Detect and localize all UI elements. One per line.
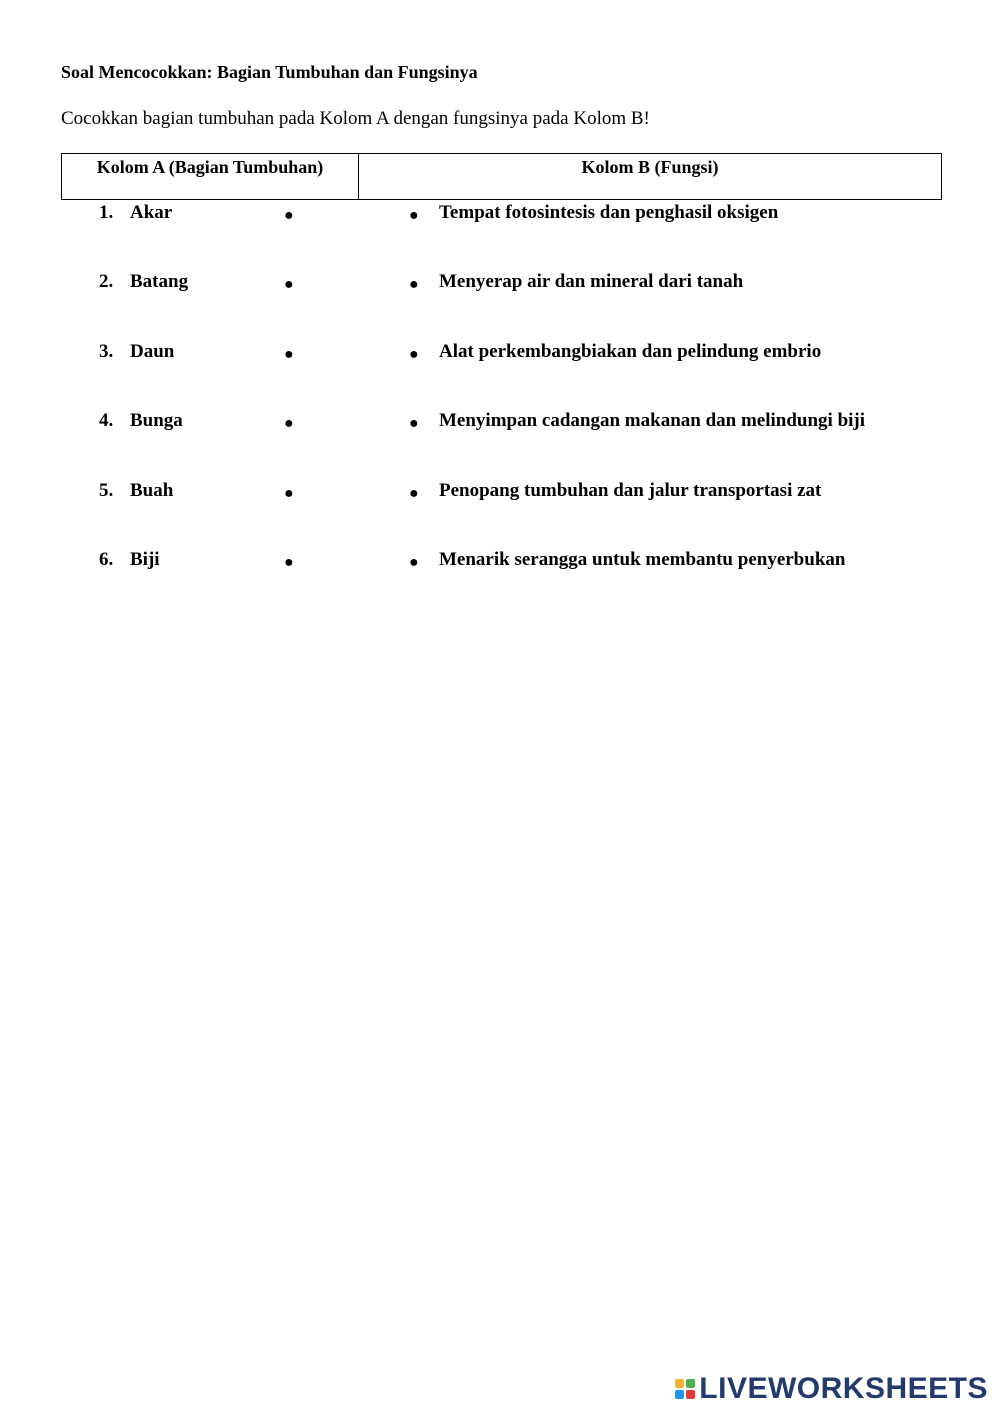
function-label: Tempat fotosintesis dan penghasil oksigen (439, 202, 779, 223)
column-a-header: Kolom A (Bagian Tumbuhan) (62, 154, 359, 199)
right-connector-dot[interactable]: ● (409, 415, 419, 432)
matching-row (0, 549, 1000, 577)
row-number: 4. (99, 410, 114, 431)
logo-square (675, 1379, 684, 1388)
row-number: 1. (99, 202, 114, 223)
left-connector-dot[interactable]: ● (284, 485, 294, 502)
worksheet-title: Soal Mencocokkan: Bagian Tumbuhan dan Fungsinya (61, 62, 478, 82)
right-connector-dot[interactable]: ● (409, 276, 419, 293)
matching-row (0, 410, 1000, 438)
plant-part-label: Buah (130, 480, 174, 501)
row-number: 5. (99, 480, 114, 501)
function-label: Menyerap air dan mineral dari tanah (439, 271, 744, 292)
column-b-header: Kolom B (Fungsi) (581, 157, 719, 177)
matching-row (0, 271, 1000, 299)
logo-text: LIVEWORKSHEETS (699, 1372, 988, 1405)
left-connector-dot[interactable]: ● (284, 415, 294, 432)
row-number: 2. (99, 271, 114, 292)
right-connector-dot[interactable]: ● (409, 207, 419, 224)
plant-part-label: Akar (130, 202, 173, 223)
left-connector-dot[interactable]: ● (284, 346, 294, 363)
liveworksheets-logo (675, 1372, 988, 1406)
column-header-table (61, 153, 942, 200)
plant-part-label: Bunga (130, 410, 183, 431)
logo-square (686, 1390, 695, 1399)
worksheet-instruction: Cocokkan bagian tumbuhan pada Kolom A dengan fungsinya pada Kolom B! (61, 108, 650, 129)
matching-row (0, 480, 1000, 508)
function-label: Menarik serangga untuk membantu penyerbukan (439, 549, 846, 570)
liveworksheets-logo-icon (675, 1379, 695, 1399)
plant-part-label: Biji (130, 549, 160, 570)
function-label: Alat perkembangbiakan dan pelindung embrio (439, 341, 822, 362)
matching-row (0, 202, 1000, 230)
logo-square (675, 1390, 684, 1399)
row-number: 6. (99, 549, 114, 570)
plant-part-label: Daun (130, 341, 175, 362)
left-connector-dot[interactable]: ● (284, 276, 294, 293)
right-connector-dot[interactable]: ● (409, 485, 419, 502)
function-label: Penopang tumbuhan dan jalur transportasi zat (439, 480, 822, 501)
function-label: Menyimpan cadangan makanan dan melindungi biji (439, 410, 866, 431)
left-connector-dot[interactable]: ● (284, 554, 294, 571)
row-number: 3. (99, 341, 114, 362)
left-connector-dot[interactable]: ● (284, 207, 294, 224)
plant-part-label: Batang (130, 271, 189, 292)
logo-square (686, 1379, 695, 1388)
matching-row (0, 341, 1000, 369)
right-connector-dot[interactable]: ● (409, 346, 419, 363)
right-connector-dot[interactable]: ● (409, 554, 419, 571)
